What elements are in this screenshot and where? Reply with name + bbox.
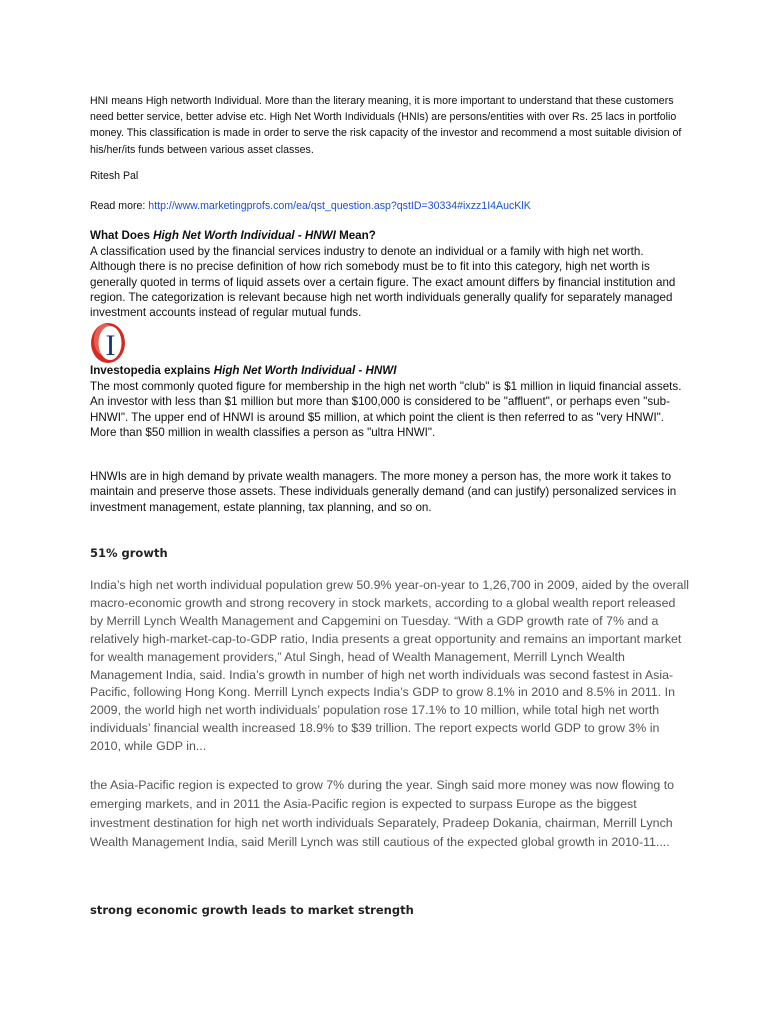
growth-paragraph-1: India’s high net worth individual population grew 50.9% year-on-year to 1,26,700 in 2009, aided by the overall macro-economic growth and strong recovery in stock markets, according to a global wealth report released by Merrill Lynch Wealth Management and Capgemini on Tuesday. “With a GDP growth rate of 7% and a relatively high-market-cap-to-GDP ratio, India presents a great opportunity and remains an important market for wealth management providers,” Atul Singh, head of Wealth Management, Merrill Lynch Wealth Management India, said. India’s growth in number of high net worth individuals was second fastest in Asia-Pacific, following Hong Kong. Merrill Lynch expects India’s GDP to grow 8.1% in 2010 and 8.5% in 2011. In 2009, the world high net worth individuals’ population rose 17.1% to 10 million, while total high net worth individuals’ financial wealth increased 18.9% to $39 trillion. The report expects world GDP to grow 3% in 2010, while GDP in... xyxy=(90,578,690,754)
explains-paragraph: The most commonly quoted figure for membership in the high net worth "club" is $1 million in liquid financial assets. An investor with less than $1 million but more than $100,000 is considered to be "affluent", or perhaps even "sub-HNWI". The upper end of HNWI is around $5 million, at which point the client is then referred to as "very HNWI". More than $50 million in wealth classifies a person as "ultra HNWI". xyxy=(90,380,682,439)
strong-growth-heading: strong economic growth leads to market strength xyxy=(90,903,414,917)
growth-paragraph-2: the Asia-Pacific region is expected to grow 7% during the year. Singh said more money was now flowing to emerging markets, and in 2011 the Asia-Pacific region is expected to surpass Europe as the biggest investment destination for high net worth individuals Separately, Pradeep Dokania, chairman, Merrill Lynch Wealth Management India, said Merill Lynch was still cautious of the expected global growth in 2010-11.... xyxy=(90,778,675,849)
definition-heading xyxy=(90,229,376,242)
intro-paragraph: HNI means High networth Individual. More than the literary meaning, it is more important to understand that these customers need better service, better advise etc. High Net Worth Individuals (HNIs) are persons/entities with over Rs. 25 lacs in portfolio money. This classification is made in order to serve the risk capacity of the investor and recommend a most suitable division of his/her/its funds between various asset classes. xyxy=(90,95,682,156)
definition-heading-suffix: Mean? xyxy=(335,229,376,242)
read-more-line xyxy=(90,200,531,212)
investopedia-logo-icon xyxy=(90,322,126,364)
explains-heading xyxy=(90,364,396,377)
explains-heading-prefix: Investopedia explains xyxy=(90,364,214,377)
author-name: Ritesh Pal xyxy=(90,170,139,182)
logo-letter: I xyxy=(105,329,116,362)
explains-heading-term: High Net Worth Individual - HNWI xyxy=(213,364,397,377)
definition-paragraph: A classification used by the financial services industry to denote an individual or a family with high net worth. Although there is no precise definition of how rich somebody must be to fit into this category, high net worth is generally quoted in terms of liquid assets over a certain figure. The exact amount differs by financial institution and region. The categorization is relevant because high net worth individuals generally qualify for separately managed investment accounts instead of regular mutual funds. xyxy=(90,245,676,320)
hnwi-demand-paragraph: HNWIs are in high demand by private wealth managers. The more money a person has, the more work it takes to maintain and preserve those assets. These individuals generally demand (and can justify) personalized services in investment management, estate planning, tax planning, and so on. xyxy=(90,470,677,514)
growth-heading: 51% growth xyxy=(90,546,168,560)
definition-heading-term: High Net Worth Individual - HNWI xyxy=(153,229,336,242)
read-more-label: Read more: xyxy=(90,200,149,212)
read-more-link[interactable]: http://www.marketingprofs.com/ea/qst_question.asp?qstID=30334#ixzz1I4AucKlK xyxy=(148,200,531,212)
definition-heading-prefix: What Does xyxy=(90,229,154,242)
